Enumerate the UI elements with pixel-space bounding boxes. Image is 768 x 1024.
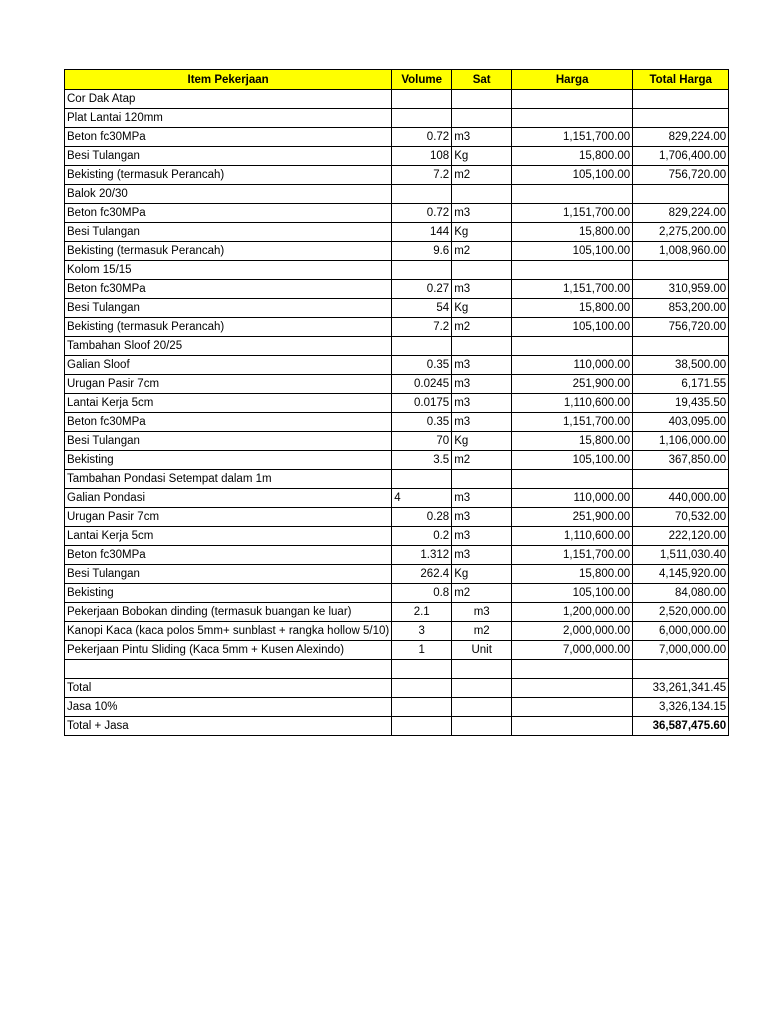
table-row <box>65 565 729 584</box>
cell-item: Tambahan Sloof 20/25 <box>65 337 392 356</box>
cell-item: Besi Tulangan <box>65 223 392 242</box>
cell-total-harga: 1,511,030.40 <box>633 546 729 565</box>
table-row <box>65 147 729 166</box>
table-row <box>65 299 729 318</box>
cell-harga: 15,800.00 <box>512 147 633 166</box>
cell-sat: Unit <box>452 641 512 660</box>
table-row <box>65 546 729 565</box>
cell-item: Total <box>65 679 392 698</box>
table-row <box>65 584 729 603</box>
cell-volume <box>392 698 452 717</box>
cell-harga: 1,151,700.00 <box>512 204 633 223</box>
cell-item: Besi Tulangan <box>65 565 392 584</box>
cell-total-harga <box>633 337 729 356</box>
cell-harga: 1,110,600.00 <box>512 527 633 546</box>
cell-harga: 105,100.00 <box>512 318 633 337</box>
cell-item: Beton fc30MPa <box>65 546 392 565</box>
cell-total-harga: 3,326,134.15 <box>633 698 729 717</box>
cell-total-harga: 756,720.00 <box>633 318 729 337</box>
cell-harga <box>512 679 633 698</box>
cell-item: Beton fc30MPa <box>65 280 392 299</box>
cell-harga <box>512 470 633 489</box>
cell-harga: 105,100.00 <box>512 584 633 603</box>
cell-item: Pekerjaan Pintu Sliding (Kaca 5mm + Kusen Alexindo) <box>65 641 392 660</box>
cell-total-harga: 1,706,400.00 <box>633 147 729 166</box>
cell-total-harga <box>633 470 729 489</box>
table-row <box>65 318 729 337</box>
cell-harga: 1,151,700.00 <box>512 280 633 299</box>
cell-item: Besi Tulangan <box>65 147 392 166</box>
cell-sat: m3 <box>452 527 512 546</box>
cell-sat: m3 <box>452 489 512 508</box>
cell-volume: 0.8 <box>392 584 452 603</box>
cell-item: Bekisting (termasuk Perancah) <box>65 318 392 337</box>
table-row <box>65 166 729 185</box>
table-row <box>65 622 729 641</box>
cell-harga: 110,000.00 <box>512 356 633 375</box>
cell-item: Plat Lantai 120mm <box>65 109 392 128</box>
cell-total-harga: 70,532.00 <box>633 508 729 527</box>
cell-harga: 15,800.00 <box>512 223 633 242</box>
table-row <box>65 451 729 470</box>
cell-harga: 110,000.00 <box>512 489 633 508</box>
cell-sat: m2 <box>452 242 512 261</box>
table-row <box>65 603 729 622</box>
cell-item: Beton fc30MPa <box>65 204 392 223</box>
cell-total-harga: 853,200.00 <box>633 299 729 318</box>
cell-volume <box>392 679 452 698</box>
cell-total-harga: 6,000,000.00 <box>633 622 729 641</box>
cell-volume <box>392 470 452 489</box>
cell-harga <box>512 109 633 128</box>
section-row <box>65 90 729 109</box>
header-total-harga: Total Harga <box>633 70 729 90</box>
cell-volume: 2.1 <box>392 603 452 622</box>
cell-sat: Kg <box>452 565 512 584</box>
cell-harga: 1,200,000.00 <box>512 603 633 622</box>
cell-volume: 3.5 <box>392 451 452 470</box>
cell-item: Bekisting <box>65 584 392 603</box>
table-row <box>65 413 729 432</box>
cell-item: Bekisting <box>65 451 392 470</box>
cell-sat: m2 <box>452 451 512 470</box>
cell-sat: Kg <box>452 147 512 166</box>
cell-volume: 7.2 <box>392 166 452 185</box>
cell-sat: m2 <box>452 622 512 641</box>
cell-sat: Kg <box>452 432 512 451</box>
table-header <box>65 70 729 90</box>
cell-sat: m3 <box>452 375 512 394</box>
table-row <box>65 356 729 375</box>
cell-sat: m3 <box>452 204 512 223</box>
cell-sat <box>452 717 512 736</box>
cell-harga: 105,100.00 <box>512 166 633 185</box>
cell-total-harga: 38,500.00 <box>633 356 729 375</box>
cell-item: Lantai Kerja 5cm <box>65 527 392 546</box>
cell-harga <box>512 337 633 356</box>
cell-volume: 7.2 <box>392 318 452 337</box>
cell-volume: 9.6 <box>392 242 452 261</box>
cell-total-harga: 2,520,000.00 <box>633 603 729 622</box>
cell-volume: 3 <box>392 622 452 641</box>
cell-harga: 15,800.00 <box>512 299 633 318</box>
cell-total-harga: 84,080.00 <box>633 584 729 603</box>
cell-harga: 105,100.00 <box>512 451 633 470</box>
cell-sat <box>452 185 512 204</box>
cell-item: Lantai Kerja 5cm <box>65 394 392 413</box>
summary-row <box>65 698 729 717</box>
cell-total-harga: 829,224.00 <box>633 128 729 147</box>
table-row <box>65 394 729 413</box>
cell-volume: 1.312 <box>392 546 452 565</box>
cell-volume: 0.72 <box>392 128 452 147</box>
cell-volume: 0.28 <box>392 508 452 527</box>
table-row <box>65 489 729 508</box>
cell-sat <box>452 660 512 679</box>
cell-total-harga: 222,120.00 <box>633 527 729 546</box>
cell-item: Galian Sloof <box>65 356 392 375</box>
cell-volume: 0.0175 <box>392 394 452 413</box>
cell-sat <box>452 109 512 128</box>
cell-item: Pekerjaan Bobokan dinding (termasuk buangan ke luar) <box>65 603 392 622</box>
cell-volume: 262.4 <box>392 565 452 584</box>
cell-volume <box>392 185 452 204</box>
cell-sat: m2 <box>452 584 512 603</box>
header-row <box>65 70 729 90</box>
cell-sat: Kg <box>452 223 512 242</box>
cell-harga <box>512 261 633 280</box>
cell-total-harga: 2,275,200.00 <box>633 223 729 242</box>
cell-total-harga: 19,435.50 <box>633 394 729 413</box>
blank-row <box>65 660 729 679</box>
cell-sat: m3 <box>452 508 512 527</box>
header-harga: Harga <box>512 70 633 90</box>
table-row <box>65 641 729 660</box>
cell-volume: 70 <box>392 432 452 451</box>
table-row <box>65 508 729 527</box>
cell-volume <box>392 337 452 356</box>
cell-harga: 1,151,700.00 <box>512 413 633 432</box>
cell-harga: 2,000,000.00 <box>512 622 633 641</box>
section-row <box>65 109 729 128</box>
cell-harga <box>512 90 633 109</box>
cell-item: Bekisting (termasuk Perancah) <box>65 242 392 261</box>
cell-item: Galian Pondasi <box>65 489 392 508</box>
cell-harga <box>512 717 633 736</box>
cell-sat <box>452 470 512 489</box>
cell-volume <box>392 660 452 679</box>
cell-harga: 1,151,700.00 <box>512 546 633 565</box>
cell-total-harga <box>633 660 729 679</box>
cell-item: Besi Tulangan <box>65 432 392 451</box>
cell-total-harga <box>633 185 729 204</box>
cell-harga: 251,900.00 <box>512 508 633 527</box>
cell-total-harga: 33,261,341.45 <box>633 679 729 698</box>
cell-volume <box>392 90 452 109</box>
cell-harga: 1,110,600.00 <box>512 394 633 413</box>
table-body <box>65 90 729 736</box>
cell-sat <box>452 90 512 109</box>
cell-item: Beton fc30MPa <box>65 128 392 147</box>
cell-volume: 54 <box>392 299 452 318</box>
cell-total-harga: 440,000.00 <box>633 489 729 508</box>
cell-volume <box>392 109 452 128</box>
cell-item: Kanopi Kaca (kaca polos 5mm+ sunblast + rangka hollow 5/10) <box>65 622 392 641</box>
cell-item: Balok 20/30 <box>65 185 392 204</box>
cell-harga: 15,800.00 <box>512 432 633 451</box>
cell-item: Tambahan Pondasi Setempat dalam 1m <box>65 470 392 489</box>
section-row <box>65 261 729 280</box>
cell-sat <box>452 337 512 356</box>
cell-total-harga: 1,106,000.00 <box>633 432 729 451</box>
cell-sat: m2 <box>452 318 512 337</box>
summary-row <box>65 717 729 736</box>
cell-item: Urugan Pasir 7cm <box>65 375 392 394</box>
cell-sat: m3 <box>452 413 512 432</box>
cell-total-harga: 7,000,000.00 <box>633 641 729 660</box>
cell-sat <box>452 698 512 717</box>
cell-item: Besi Tulangan <box>65 299 392 318</box>
cell-volume: 0.2 <box>392 527 452 546</box>
table-row <box>65 223 729 242</box>
cell-volume: 0.27 <box>392 280 452 299</box>
cell-item: Cor Dak Atap <box>65 90 392 109</box>
table-row <box>65 432 729 451</box>
cell-harga: 7,000,000.00 <box>512 641 633 660</box>
cell-sat: m3 <box>452 603 512 622</box>
cell-harga: 105,100.00 <box>512 242 633 261</box>
cell-sat: m3 <box>452 128 512 147</box>
header-item: Item Pekerjaan <box>65 70 392 90</box>
cell-sat: m3 <box>452 546 512 565</box>
cell-sat: m3 <box>452 356 512 375</box>
cell-sat <box>452 679 512 698</box>
cell-total-harga: 310,959.00 <box>633 280 729 299</box>
cell-harga <box>512 698 633 717</box>
header-sat: Sat <box>452 70 512 90</box>
cell-harga: 251,900.00 <box>512 375 633 394</box>
table-row <box>65 527 729 546</box>
cell-volume: 144 <box>392 223 452 242</box>
cost-estimate-table <box>64 69 729 736</box>
cell-sat: m3 <box>452 280 512 299</box>
cell-item: Beton fc30MPa <box>65 413 392 432</box>
table-row <box>65 280 729 299</box>
cell-harga: 15,800.00 <box>512 565 633 584</box>
section-row <box>65 337 729 356</box>
cell-volume <box>392 261 452 280</box>
table-row <box>65 128 729 147</box>
cell-total-harga <box>633 90 729 109</box>
cell-total-harga: 403,095.00 <box>633 413 729 432</box>
section-row <box>65 470 729 489</box>
cell-volume: 1 <box>392 641 452 660</box>
section-row <box>65 185 729 204</box>
cell-volume: 0.0245 <box>392 375 452 394</box>
cell-total-harga: 4,145,920.00 <box>633 565 729 584</box>
cell-volume: 4 <box>392 489 452 508</box>
cell-harga: 1,151,700.00 <box>512 128 633 147</box>
cell-sat <box>452 261 512 280</box>
cell-item: Total + Jasa <box>65 717 392 736</box>
cell-total-harga <box>633 261 729 280</box>
table-row <box>65 375 729 394</box>
cell-item: Urugan Pasir 7cm <box>65 508 392 527</box>
table-row <box>65 242 729 261</box>
cell-sat: Kg <box>452 299 512 318</box>
cell-total-harga: 1,008,960.00 <box>633 242 729 261</box>
cell-total-harga <box>633 109 729 128</box>
cell-sat: m3 <box>452 394 512 413</box>
cell-item: Jasa 10% <box>65 698 392 717</box>
cell-harga <box>512 660 633 679</box>
cell-total-harga: 756,720.00 <box>633 166 729 185</box>
cell-item <box>65 660 392 679</box>
table-row <box>65 204 729 223</box>
header-volume: Volume <box>392 70 452 90</box>
cell-volume: 0.72 <box>392 204 452 223</box>
cell-volume <box>392 717 452 736</box>
cell-item: Kolom 15/15 <box>65 261 392 280</box>
cell-item: Bekisting (termasuk Perancah) <box>65 166 392 185</box>
cell-volume: 0.35 <box>392 356 452 375</box>
cell-total-harga: 6,171.55 <box>633 375 729 394</box>
cell-total-harga: 829,224.00 <box>633 204 729 223</box>
cell-sat: m2 <box>452 166 512 185</box>
cell-total-harga: 367,850.00 <box>633 451 729 470</box>
summary-row <box>65 679 729 698</box>
cell-volume: 108 <box>392 147 452 166</box>
cell-volume: 0.35 <box>392 413 452 432</box>
cell-total-harga: 36,587,475.60 <box>633 717 729 736</box>
cell-harga <box>512 185 633 204</box>
